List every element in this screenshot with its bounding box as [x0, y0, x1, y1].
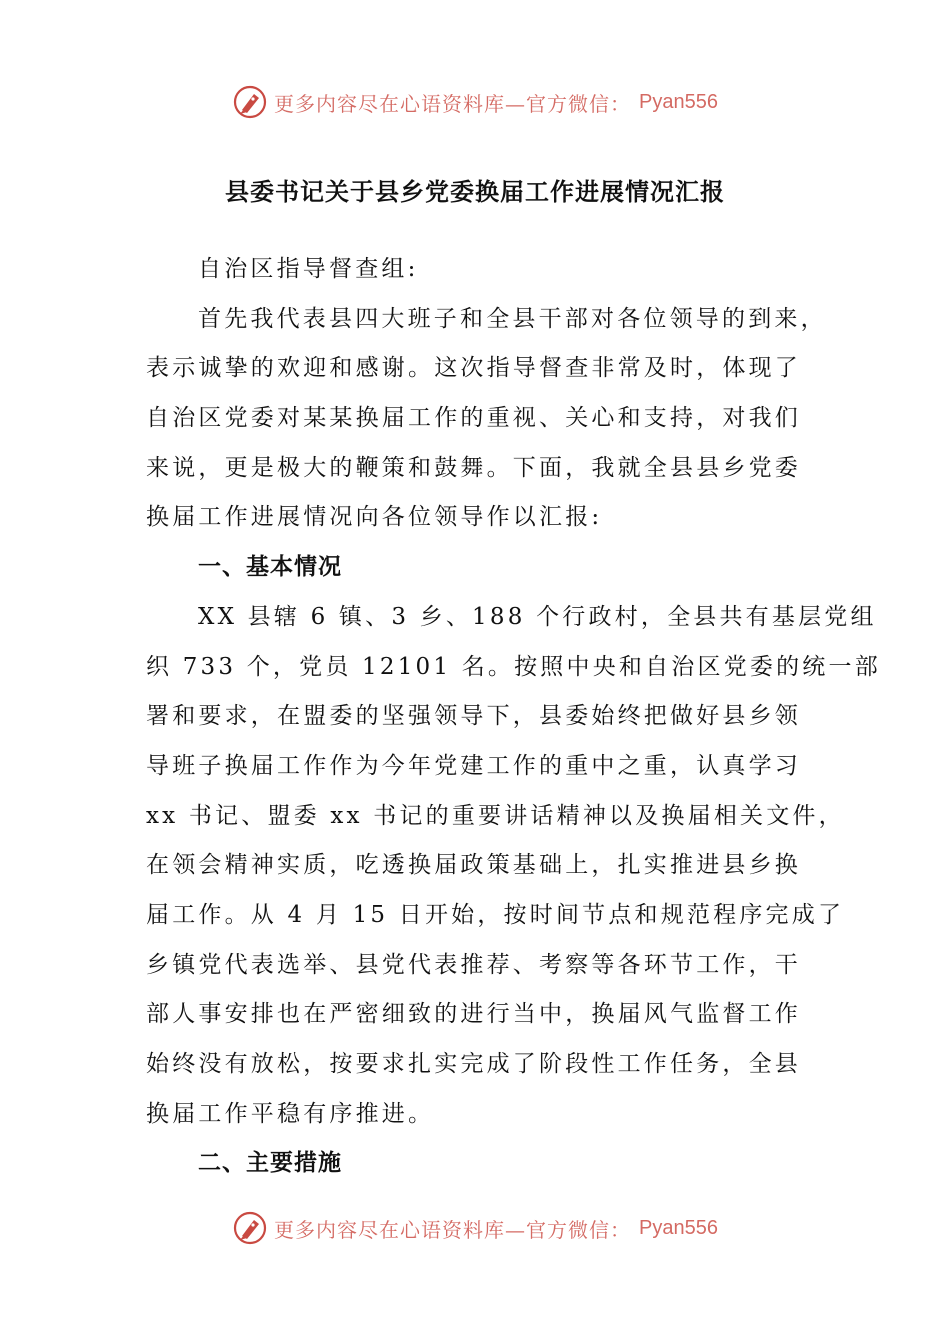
- footer-watermark: [0, 1208, 950, 1248]
- paragraph-line: 表示诚挚的欢迎和感谢。这次指导督查非常及时，体现了: [146, 355, 801, 382]
- paragraph-line: 来说，更是极大的鞭策和鼓舞。下面，我就全县县乡党委: [146, 454, 801, 481]
- paragraph-line: 导班子换届工作作为今年党建工作的重中之重，认真学习: [146, 752, 801, 779]
- paragraph-line: 始终没有放松，按要求扎实完成了阶段性工作任务，全县: [146, 1051, 801, 1077]
- paragraph-line: xx 书记、盟委 xx 书记的重要讲话精神以及换届相关文件，: [146, 802, 845, 829]
- watermark-wechat-id: Pyan556: [639, 1216, 718, 1239]
- document-title: 县委书记关于县乡党委换届工作进展情况汇报: [225, 177, 725, 206]
- paragraph-line: 乡镇党代表选举、县党代表推荐、考察等各环节工作，干: [146, 951, 801, 978]
- watermark-text: 更多内容尽在心语资料库—官方微信：: [274, 91, 632, 116]
- paragraph-line: 署和要求，在盟委的坚强领导下，县委始终把做好县乡领: [146, 703, 801, 730]
- paragraph-line: 部人事安排也在严密细致的进行当中，换届风气监督工作: [146, 1001, 801, 1028]
- paragraph-line: XX 县辖 6 镇、3 乡、188 个行政村，全县共有基层党组: [198, 603, 877, 630]
- paragraph-line: 换届工作平稳有序推进。: [146, 1100, 435, 1127]
- paragraph-line: 在领会精神实质，吃透换届政策基础上，扎实推进县乡换: [146, 852, 801, 879]
- watermark-wechat-id: Pyan556: [639, 90, 718, 113]
- section-heading-basic-info: 一、基本情况: [198, 554, 342, 581]
- paragraph-line: 自治区党委对某某换届工作的重视、关心和支持，对我们: [146, 405, 801, 432]
- section-heading-main-measures: 二、主要措施: [198, 1150, 342, 1177]
- header-watermark: [0, 82, 950, 122]
- paragraph-line: 换届工作进展情况向各位领导作以汇报:: [146, 504, 603, 531]
- salutation: 自治区指导督查组:: [198, 256, 419, 282]
- paragraph-line: 届工作。从 4 月 15 日开始，按时间节点和规范程序完成了: [146, 901, 845, 928]
- pen-nib-icon: [232, 1210, 268, 1246]
- paragraph-line: 织 733 个，党员 12101 名。按照中央和自治区党委的统一部: [146, 653, 881, 680]
- paragraph-line: 首先我代表县四大班子和全县干部对各位领导的到来，: [198, 305, 827, 332]
- pen-nib-icon: [232, 84, 268, 120]
- document-body: [146, 245, 881, 1189]
- watermark-text: 更多内容尽在心语资料库—官方微信：: [274, 1217, 632, 1242]
